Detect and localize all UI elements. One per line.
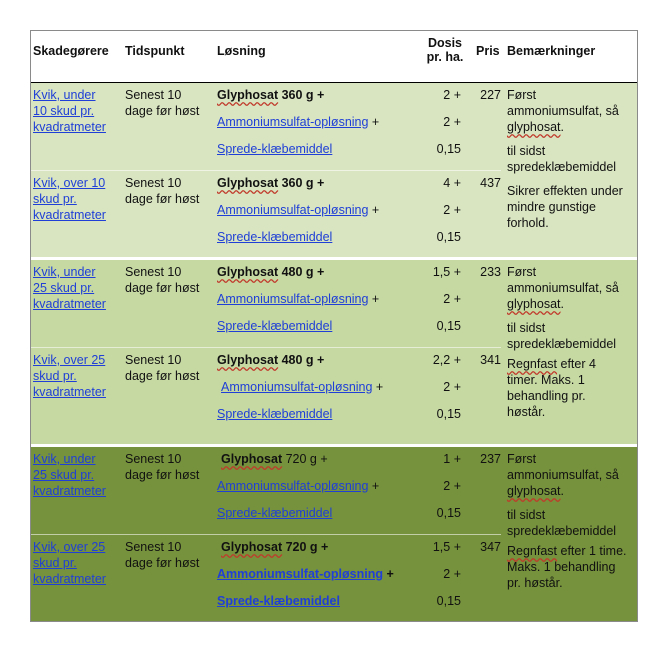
ammonium-link[interactable]: Ammoniumsulfat-opløsning bbox=[217, 115, 369, 129]
sprede-link[interactable]: Sprede-klæbemiddel bbox=[217, 230, 333, 244]
header-remarks: Bemærkninger bbox=[507, 44, 596, 58]
header-dose-line2: pr. ha. bbox=[426, 50, 464, 64]
ammonium-line: Ammoniumsulfat-opløsning + bbox=[221, 380, 384, 394]
sprede-line bbox=[217, 229, 417, 245]
glyphosate-line: Glyphosat 720 g + bbox=[221, 452, 328, 466]
header-time: Tidspunkt bbox=[125, 44, 185, 58]
header-dose-line1: Dosis bbox=[427, 36, 463, 50]
ammonium-link[interactable]: Ammoniumsulfat-opløsning bbox=[221, 380, 373, 394]
timing: Senest 10 dage før høst bbox=[125, 452, 200, 482]
dose-value: 4 + bbox=[443, 176, 461, 190]
remarks-cell: Først ammoniumsulfat, så glyphosat. til sidst spredeklæbemiddel Regnfast efter 1 time. Maks. 1 behandling pr. høstår. bbox=[507, 452, 627, 590]
dose-value: 1,5 + bbox=[432, 540, 461, 554]
sprede-link[interactable]: Sprede-klæbemiddel bbox=[217, 407, 333, 421]
header-solution: Løsning bbox=[217, 44, 266, 58]
sprede-line bbox=[217, 593, 417, 609]
dose-value: 2 + bbox=[443, 567, 461, 581]
pest-link[interactable]: Kvik, over 25 skud pr. kvadratmeter bbox=[33, 540, 106, 586]
ammonium-line: Ammoniumsulfat-opløsning + bbox=[217, 292, 380, 306]
price-value: 341 bbox=[480, 353, 501, 367]
timing: Senest 10 dage før høst bbox=[125, 88, 200, 118]
row-divider bbox=[31, 347, 501, 348]
ammonium-link[interactable]: Ammoniumsulfat-opløsning bbox=[217, 292, 369, 306]
glyphosate-line: Glyphosat 480 g + bbox=[217, 353, 325, 367]
table-header bbox=[31, 31, 637, 83]
sprede-link[interactable]: Sprede-klæbemiddel bbox=[217, 142, 333, 156]
dose-value: 0,15 bbox=[436, 319, 461, 333]
dose-value: 2 + bbox=[443, 380, 461, 394]
dose-value: 2 + bbox=[443, 115, 461, 129]
pest-link[interactable]: Kvik, over 25 skud pr. kvadratmeter bbox=[33, 353, 106, 399]
sprede-line bbox=[217, 505, 417, 521]
sprede-link[interactable]: Sprede-klæbemiddel bbox=[217, 319, 333, 333]
ammonium-line: Ammoniumsulfat-opløsning + bbox=[217, 567, 394, 581]
header-pest: Skadegørere bbox=[33, 44, 109, 58]
dose-value: 0,15 bbox=[436, 230, 461, 244]
price-value: 233 bbox=[480, 265, 501, 279]
ammonium-line: Ammoniumsulfat-opløsning + bbox=[217, 203, 380, 217]
dose-value: 1,5 + bbox=[432, 265, 461, 279]
ammonium-link[interactable]: Ammoniumsulfat-opløsning bbox=[217, 203, 369, 217]
ammonium-line: Ammoniumsulfat-opløsning + bbox=[217, 479, 380, 493]
dose-value: 2 + bbox=[443, 479, 461, 493]
sprede-link[interactable]: Sprede-klæbemiddel bbox=[217, 594, 340, 608]
timing: Senest 10 dage før høst bbox=[125, 353, 200, 383]
dose-value: 0,15 bbox=[436, 142, 461, 156]
dose-value: 0,15 bbox=[436, 594, 461, 608]
dose-value: 2,2 + bbox=[432, 353, 461, 367]
timing: Senest 10 dage før høst bbox=[125, 540, 200, 570]
herbicide-table bbox=[30, 30, 638, 622]
pest-link[interactable]: Kvik, over 10 skud pr. kvadratmeter bbox=[33, 176, 106, 222]
pest-link[interactable]: Kvik, under 25 skud pr. kvadratmeter bbox=[33, 452, 106, 498]
header-price: Pris bbox=[476, 44, 500, 58]
row-divider bbox=[31, 534, 501, 535]
dose-value: 1 + bbox=[443, 452, 461, 466]
glyphosate-line: Glyphosat 720 g + bbox=[221, 540, 329, 554]
timing: Senest 10 dage før høst bbox=[125, 176, 200, 206]
pest-link[interactable]: Kvik, under 10 skud pr. kvadratmeter bbox=[33, 88, 106, 134]
ammonium-line: Ammoniumsulfat-opløsning + bbox=[217, 115, 380, 129]
price-value: 437 bbox=[480, 176, 501, 190]
sprede-line bbox=[217, 141, 417, 157]
ammonium-link[interactable]: Ammoniumsulfat-opløsning bbox=[217, 479, 369, 493]
row-divider bbox=[31, 170, 501, 171]
glyphosate-line: Glyphosat 480 g + bbox=[217, 265, 325, 279]
remarks-cell: Først ammoniumsulfat, så glyphosat. til sidst spredeklæbemiddel Regnfast efter 4 timer. Maks. 1 behandling pr. høstår. bbox=[507, 265, 619, 419]
sprede-line bbox=[217, 406, 417, 422]
dose-value: 0,15 bbox=[436, 506, 461, 520]
pest-link[interactable]: Kvik, under 25 skud pr. kvadratmeter bbox=[33, 265, 106, 311]
dose-value: 2 + bbox=[443, 292, 461, 306]
timing: Senest 10 dage før høst bbox=[125, 265, 200, 295]
price-value: 347 bbox=[480, 540, 501, 554]
header-dose bbox=[423, 36, 467, 64]
dose-value: 0,15 bbox=[436, 407, 461, 421]
dose-value: 2 + bbox=[443, 88, 461, 102]
ammonium-link[interactable]: Ammoniumsulfat-opløsning bbox=[217, 567, 383, 581]
price-value: 237 bbox=[480, 452, 501, 466]
sprede-line bbox=[217, 318, 417, 334]
remarks-cell: Først ammoniumsulfat, så glyphosat. til sidst spredeklæbemiddel Sikrer effekten under mindre gunstige forhold. bbox=[507, 88, 623, 230]
glyphosate-line: Glyphosat 360 g + bbox=[217, 88, 325, 102]
price-value: 227 bbox=[480, 88, 501, 102]
sprede-link[interactable]: Sprede-klæbemiddel bbox=[217, 506, 333, 520]
dose-value: 2 + bbox=[443, 203, 461, 217]
glyphosate-line: Glyphosat 360 g + bbox=[217, 176, 325, 190]
